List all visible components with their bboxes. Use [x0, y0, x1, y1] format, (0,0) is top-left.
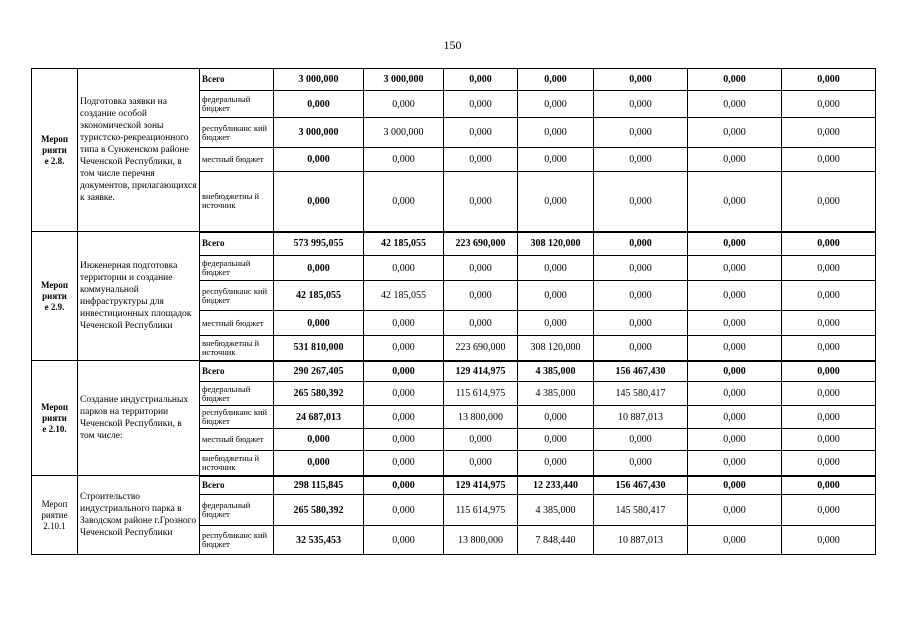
- amount-cell: 0,000: [518, 118, 594, 148]
- funding-source: внебюджетны й источник: [200, 336, 274, 361]
- amount-cell: 0,000: [364, 382, 444, 406]
- funding-source: федеральный бюджет: [200, 91, 274, 118]
- amount-cell: 0,000: [782, 148, 876, 172]
- funding-source: федеральный бюджет: [200, 495, 274, 526]
- page-number: 150: [443, 38, 462, 52]
- amount-cell: 0,000: [518, 172, 594, 232]
- amount-cell: 0,000: [782, 406, 876, 429]
- amount-cell: 145 580,417: [594, 495, 688, 526]
- amount-cell: 0,000: [364, 526, 444, 555]
- amount-cell: 0,000: [594, 336, 688, 361]
- funding-source: Всего: [200, 476, 274, 495]
- amount-cell: 0,000: [518, 256, 594, 281]
- funding-source: Всего: [200, 69, 274, 91]
- amount-cell: 0,000: [688, 148, 782, 172]
- amount-cell: 0,000: [518, 281, 594, 311]
- amount-cell: 0,000: [444, 429, 518, 451]
- amount-cell: 4 385,000: [518, 495, 594, 526]
- amount-cell: 0,000: [274, 429, 364, 451]
- amount-cell: 0,000: [594, 91, 688, 118]
- amount-cell: 13 800,000: [444, 406, 518, 429]
- amount-cell: 0,000: [782, 526, 876, 555]
- amount-cell: 0,000: [688, 382, 782, 406]
- amount-cell: 129 414,975: [444, 361, 518, 382]
- amount-cell: 0,000: [518, 91, 594, 118]
- amount-cell: 0,000: [518, 69, 594, 91]
- amount-cell: 0,000: [274, 172, 364, 232]
- funding-source: местный бюджет: [200, 148, 274, 172]
- amount-cell: 4 385,000: [518, 382, 594, 406]
- funding-source: внебюджетны й источник: [200, 172, 274, 232]
- amount-cell: 0,000: [364, 429, 444, 451]
- amount-cell: 0,000: [594, 256, 688, 281]
- amount-cell: 0,000: [782, 361, 876, 382]
- table-row: [32, 476, 876, 495]
- measure-code: Мероп рияти е 2.8.: [32, 69, 78, 232]
- amount-cell: 0,000: [364, 311, 444, 336]
- measure-code: Мероп риятие 2.10.1: [32, 476, 78, 555]
- amount-cell: 0,000: [594, 311, 688, 336]
- amount-cell: 0,000: [594, 281, 688, 311]
- amount-cell: 42 185,055: [274, 281, 364, 311]
- amount-cell: 0,000: [274, 311, 364, 336]
- amount-cell: 12 233,440: [518, 476, 594, 495]
- amount-cell: 3 000,000: [364, 118, 444, 148]
- funding-source: республиканс кий бюджет: [200, 281, 274, 311]
- amount-cell: 0,000: [594, 148, 688, 172]
- amount-cell: 0,000: [444, 311, 518, 336]
- amount-cell: 290 267,405: [274, 361, 364, 382]
- amount-cell: 32 535,453: [274, 526, 364, 555]
- amount-cell: 0,000: [594, 429, 688, 451]
- amount-cell: 10 887,013: [594, 406, 688, 429]
- amount-cell: 0,000: [518, 429, 594, 451]
- amount-cell: 0,000: [594, 172, 688, 232]
- amount-cell: 531 810,000: [274, 336, 364, 361]
- table-row: [32, 69, 876, 91]
- measure-code: Мероп рияти е 2.10.: [32, 361, 78, 476]
- amount-cell: 0,000: [364, 256, 444, 281]
- amount-cell: 0,000: [364, 336, 444, 361]
- amount-cell: 0,000: [444, 69, 518, 91]
- amount-cell: 0,000: [688, 526, 782, 555]
- table-row: [32, 232, 876, 256]
- amount-cell: 0,000: [444, 91, 518, 118]
- amount-cell: 42 185,055: [364, 281, 444, 311]
- amount-cell: 223 690,000: [444, 336, 518, 361]
- amount-cell: 0,000: [594, 232, 688, 256]
- amount-cell: 0,000: [274, 256, 364, 281]
- amount-cell: 0,000: [688, 361, 782, 382]
- amount-cell: 0,000: [444, 256, 518, 281]
- amount-cell: 129 414,975: [444, 476, 518, 495]
- amount-cell: 24 687,013: [274, 406, 364, 429]
- amount-cell: 0,000: [274, 148, 364, 172]
- amount-cell: 0,000: [782, 429, 876, 451]
- amount-cell: 0,000: [594, 69, 688, 91]
- amount-cell: 0,000: [364, 361, 444, 382]
- funding-source: Всего: [200, 232, 274, 256]
- amount-cell: 223 690,000: [444, 232, 518, 256]
- funding-source: республиканс кий бюджет: [200, 118, 274, 148]
- funding-source: Всего: [200, 361, 274, 382]
- amount-cell: 3 000,000: [364, 69, 444, 91]
- amount-cell: 0,000: [782, 495, 876, 526]
- measure-code: Мероп рияти е 2.9.: [32, 232, 78, 361]
- amount-cell: 0,000: [518, 311, 594, 336]
- amount-cell: 0,000: [782, 451, 876, 476]
- amount-cell: 298 115,845: [274, 476, 364, 495]
- funding-source: внебюджетны й источник: [200, 451, 274, 476]
- amount-cell: 0,000: [688, 336, 782, 361]
- amount-cell: 0,000: [518, 451, 594, 476]
- amount-cell: 0,000: [364, 148, 444, 172]
- amount-cell: 0,000: [782, 172, 876, 232]
- amount-cell: 10 887,013: [594, 526, 688, 555]
- amount-cell: 0,000: [364, 172, 444, 232]
- amount-cell: 0,000: [688, 451, 782, 476]
- amount-cell: 0,000: [688, 406, 782, 429]
- amount-cell: 308 120,000: [518, 232, 594, 256]
- funding-source: местный бюджет: [200, 311, 274, 336]
- budget-table: [31, 68, 876, 555]
- funding-source: республиканс кий бюджет: [200, 526, 274, 555]
- amount-cell: 0,000: [444, 451, 518, 476]
- amount-cell: 0,000: [782, 91, 876, 118]
- amount-cell: 0,000: [594, 451, 688, 476]
- amount-cell: 115 614,975: [444, 495, 518, 526]
- amount-cell: 265 580,392: [274, 495, 364, 526]
- amount-cell: 0,000: [364, 91, 444, 118]
- funding-source: федеральный бюджет: [200, 382, 274, 406]
- amount-cell: 0,000: [364, 495, 444, 526]
- amount-cell: 0,000: [688, 232, 782, 256]
- amount-cell: 308 120,000: [518, 336, 594, 361]
- amount-cell: 0,000: [364, 406, 444, 429]
- amount-cell: 0,000: [444, 281, 518, 311]
- amount-cell: 0,000: [782, 336, 876, 361]
- amount-cell: 0,000: [364, 451, 444, 476]
- funding-source: федеральный бюджет: [200, 256, 274, 281]
- amount-cell: 0,000: [782, 69, 876, 91]
- amount-cell: 0,000: [688, 91, 782, 118]
- measure-description: Инженерная подготовка территории и создание коммунальной инфраструктуры для инвестиционных площадок Чеченской Республики: [78, 232, 200, 361]
- amount-cell: 115 614,975: [444, 382, 518, 406]
- amount-cell: 42 185,055: [364, 232, 444, 256]
- table-row: [32, 361, 876, 382]
- amount-cell: 0,000: [364, 476, 444, 495]
- amount-cell: 0,000: [594, 118, 688, 148]
- amount-cell: 0,000: [688, 311, 782, 336]
- amount-cell: 0,000: [782, 256, 876, 281]
- amount-cell: 0,000: [688, 69, 782, 91]
- amount-cell: 0,000: [782, 118, 876, 148]
- funding-source: местный бюджет: [200, 429, 274, 451]
- amount-cell: 0,000: [688, 118, 782, 148]
- amount-cell: 13 800,000: [444, 526, 518, 555]
- amount-cell: 0,000: [782, 232, 876, 256]
- amount-cell: 156 467,430: [594, 361, 688, 382]
- amount-cell: 3 000,000: [274, 69, 364, 91]
- amount-cell: 0,000: [274, 451, 364, 476]
- amount-cell: 0,000: [688, 256, 782, 281]
- amount-cell: 0,000: [518, 406, 594, 429]
- amount-cell: 0,000: [444, 148, 518, 172]
- measure-description: Создание индустриальных парков на территории Чеченской Республики, в том числе:: [78, 361, 200, 476]
- amount-cell: 0,000: [688, 281, 782, 311]
- amount-cell: 145 580,417: [594, 382, 688, 406]
- amount-cell: 156 467,430: [594, 476, 688, 495]
- funding-source: республиканс кий бюджет: [200, 406, 274, 429]
- amount-cell: 0,000: [518, 148, 594, 172]
- amount-cell: 0,000: [444, 172, 518, 232]
- measure-description: Строительство индустриального парка в Заводском районе г.Грозного Чеченской Республики: [78, 476, 200, 555]
- amount-cell: 0,000: [688, 172, 782, 232]
- amount-cell: 0,000: [444, 118, 518, 148]
- measure-description: Подготовка заявки на создание особой экономической зоны туристско-рекреационного типа в Сунженском районе Чеченской Республики, в том числе перечня документов, прилагающихся к заявке.: [78, 69, 200, 232]
- amount-cell: 0,000: [782, 476, 876, 495]
- amount-cell: 4 385,000: [518, 361, 594, 382]
- amount-cell: 0,000: [688, 495, 782, 526]
- amount-cell: 0,000: [782, 311, 876, 336]
- budget-table-body: [32, 69, 876, 555]
- amount-cell: 0,000: [688, 476, 782, 495]
- amount-cell: 0,000: [274, 91, 364, 118]
- amount-cell: 7 848,440: [518, 526, 594, 555]
- amount-cell: 3 000,000: [274, 118, 364, 148]
- amount-cell: 0,000: [782, 382, 876, 406]
- amount-cell: 0,000: [782, 281, 876, 311]
- amount-cell: 265 580,392: [274, 382, 364, 406]
- amount-cell: 0,000: [688, 429, 782, 451]
- amount-cell: 573 995,055: [274, 232, 364, 256]
